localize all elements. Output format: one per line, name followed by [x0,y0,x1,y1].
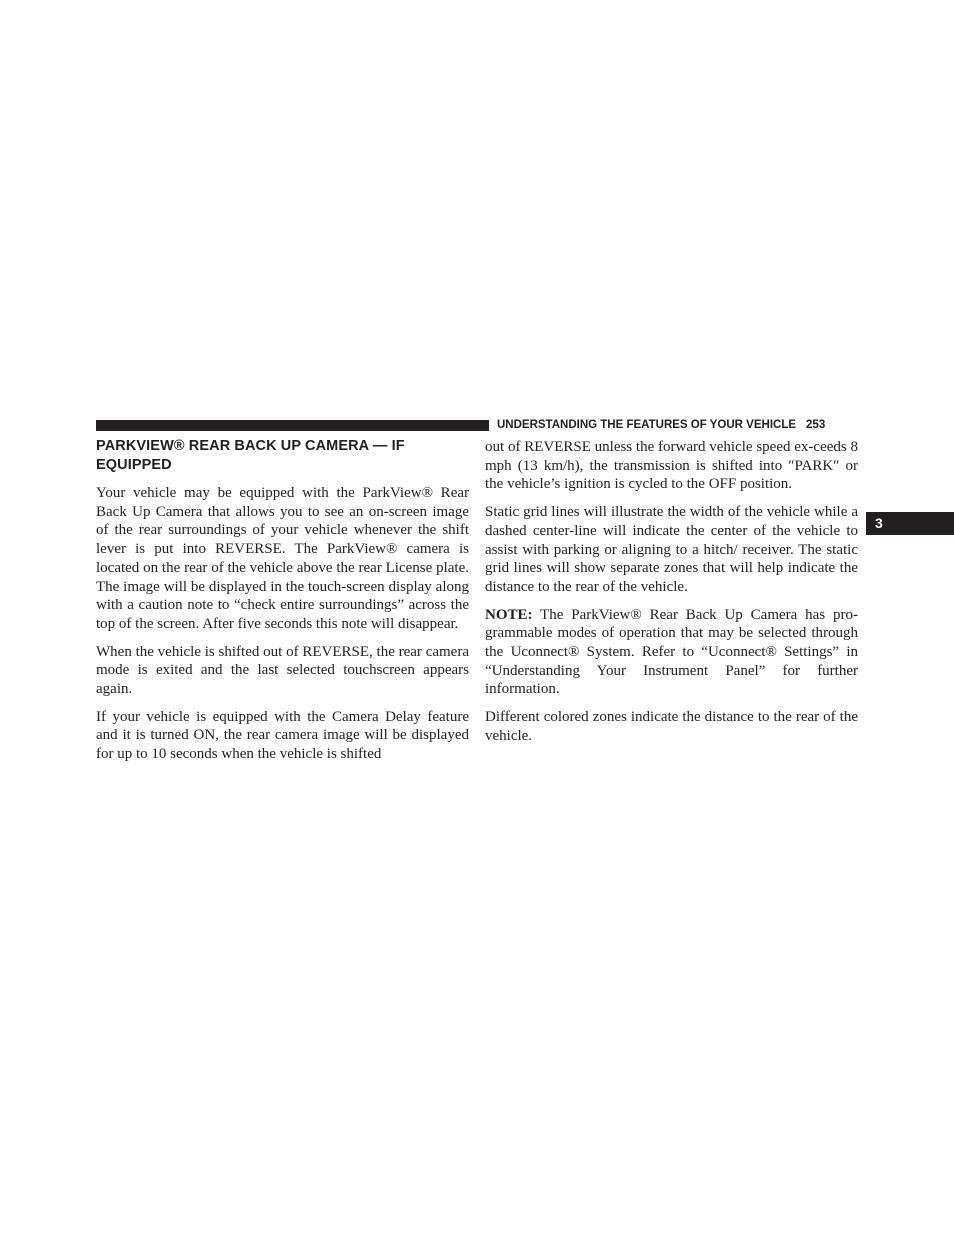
left-column [96,437,469,773]
section-heading: PARKVIEW® REAR BACK UP CAMERA — IF EQUIPPED [96,438,405,473]
note-paragraph [485,606,858,700]
page-number: 253 [806,419,826,431]
header-rule [96,420,489,431]
header-section-title: UNDERSTANDING THE FEATURES OF YOUR VEHICLE [497,419,797,431]
note-label: NOTE: [485,606,533,623]
paragraph-grid-lines: Static grid lines will illustrate the width of the vehicle while a dashed center-line will indicate the center of the vehicle to assist with parking or aligning to a hitch/ receiver. The static grid lines will show separate zones that will help indicate the distance to the rear of the vehicle. [485,504,858,595]
paragraph-continued: out of REVERSE unless the forward vehicle speed ex-ceeds 8 mph (13 km/h), the transmission is shifted into ″PARK″ or the vehicle’s ignition is cycled to the OFF position. [485,439,858,493]
note-text: The ParkView® Rear Back Up Camera has pro-grammable modes of operation that may be selected through the Uconnect® System. Refer to “Uconnect® Settings” in “Understanding Your Instrument Panel” for further information. [485,606,858,698]
paragraph-reverse-exit: When the vehicle is shifted out of REVERSE, the rear camera mode is exited and the last selected touchscreen appears again. [96,643,469,698]
paragraph-colored-zones: Different colored zones indicate the distance to the rear of the vehicle. [485,709,858,744]
chapter-tab: 3 [866,512,954,535]
paragraph-camera-delay: If your vehicle is equipped with the Camera Delay feature and it is turned ON, the rear camera image will be displayed for up to 10 seconds when the vehicle is shifted [96,708,469,763]
running-header [497,418,859,433]
paragraph-intro: Your vehicle may be equipped with the ParkView® Rear Back Up Camera that allows you to see an on-screen image of the rear surroundings of your vehicle whenever the shift lever is put into REVERSE. The ParkView® camera is located on the rear of the vehicle above the rear License plate. The image will be displayed in the touch-screen display along with a caution note to “check entire surroundings” across the top of the screen. After five seconds this note will disappear. [96,485,469,632]
right-column [485,438,858,755]
